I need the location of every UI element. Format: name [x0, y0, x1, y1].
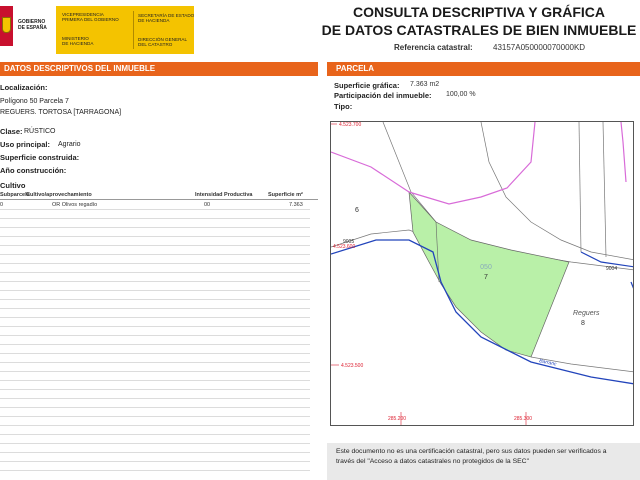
- table-rule: [0, 218, 310, 219]
- label-9005: 9005: [343, 239, 355, 245]
- gov-divider: [133, 11, 134, 49]
- table-rule: [0, 389, 310, 390]
- boundary-line-pink: [621, 122, 626, 182]
- cell-cultivo: OR Olivos regadío: [52, 202, 98, 208]
- localizacion-label: Localización:: [0, 83, 48, 92]
- superficie-construida-label: Superficie construida:: [0, 153, 80, 162]
- clase-value: RÚSTICO: [24, 128, 56, 135]
- col-cultivo: Cultivo/aprovechamiento: [26, 192, 92, 198]
- watercourse-line: [631, 282, 634, 292]
- uso-label: Uso principal:: [0, 140, 51, 149]
- reference-label: Referencia catastral:: [394, 43, 473, 52]
- label-8: 8: [581, 320, 585, 327]
- table-rule: [0, 209, 310, 210]
- target-parcel[interactable]: [409, 192, 569, 357]
- col-intensidad: Intensidad Productiva: [195, 192, 253, 198]
- table-rule: [0, 227, 310, 228]
- table-rule: [0, 443, 310, 444]
- participacion-value: 100,00 %: [446, 91, 476, 98]
- coat-of-arms-icon: [2, 17, 11, 33]
- label-9004: 9004: [606, 266, 618, 272]
- col-superficie: Superficie m²: [268, 192, 303, 198]
- reference-value: 43157A050000070000KD: [493, 43, 586, 52]
- parcel-bar: PARCELA: [327, 62, 640, 76]
- vicepresidencia-label: VICEPRESIDENCIA PRIMERA DEL GOBIERNO: [62, 12, 119, 23]
- table-rule: [0, 452, 310, 453]
- table-rule: [0, 326, 310, 327]
- descriptive-data-bar: DATOS DESCRIPTIVOS DEL INMUEBLE: [0, 62, 318, 76]
- table-rule: [0, 461, 310, 462]
- coord-mid: 4.523.600: [333, 244, 356, 250]
- map-svg: [331, 122, 634, 426]
- anio-construccion-label: Año construcción:: [0, 166, 67, 175]
- table-rule: [0, 344, 310, 345]
- direccion-label: DIRECCIÓN GENERAL DEL CATASTRO: [138, 37, 188, 48]
- table-rule: [0, 434, 310, 435]
- superficie-grafica-label: Superficie gráfica:: [334, 81, 400, 90]
- localizacion-line2: REGUERS. TORTOSA [TARRAGONA]: [0, 109, 122, 116]
- cell-superficie: 7.363: [289, 202, 303, 208]
- table-rule: [0, 398, 310, 399]
- parcel-sub: 7: [484, 274, 488, 281]
- boundary-line-pink: [409, 122, 535, 204]
- label-barranc: Barranc: [538, 358, 557, 368]
- table-rule: [0, 335, 310, 336]
- superficie-grafica-value: 7.363 m2: [410, 81, 440, 88]
- disclaimer-note: Este documento no es una certificación catastral, pero sus datos pueden ser verificados a través del "Acceso a datos catastrales no protegidos de la SEC": [327, 443, 640, 480]
- table-rule: [0, 281, 310, 282]
- col-subparcela: Subparcela: [0, 192, 30, 198]
- parcel-boundary: [603, 122, 606, 257]
- cultivo-label: Cultivo: [0, 181, 26, 190]
- cultivo-table-header: [0, 191, 318, 200]
- table-rule: [0, 254, 310, 255]
- label-reguers: Reguers: [573, 310, 600, 317]
- clase-label: Clase:: [0, 127, 23, 136]
- secretaria-label: SECRETARÍA DE ESTADO DE HACIENDA: [138, 13, 195, 24]
- table-rule: [0, 263, 310, 264]
- table-rule: [0, 470, 310, 471]
- localizacion-line1: Polígono 50 Parcela 7: [0, 98, 69, 105]
- table-rule: [0, 362, 310, 363]
- ministerio-label: MINISTERIO DE HACIENDA: [62, 36, 94, 47]
- government-logo: [0, 3, 196, 52]
- uso-value: Agrario: [58, 141, 81, 148]
- table-rule: [0, 371, 310, 372]
- table-row: [0, 201, 318, 208]
- table-rule: [0, 317, 310, 318]
- table-rule: [0, 245, 310, 246]
- coord-top: 4.523.700: [339, 122, 362, 128]
- cell-intensidad: 00: [204, 202, 211, 208]
- table-rule: [0, 416, 310, 417]
- tipo-label: Tipo:: [334, 102, 353, 111]
- coord-x2: 285.300: [514, 416, 533, 422]
- table-rule: [0, 407, 310, 408]
- parcel-number: 050: [480, 264, 492, 271]
- label-6: 6: [355, 207, 359, 214]
- gov-name: GOBIERNO DE ESPAÑA: [18, 19, 47, 31]
- table-rule: [0, 308, 310, 309]
- cell-subparcela: 0: [0, 202, 4, 208]
- coord-bottom: 4.523.500: [341, 363, 364, 369]
- table-rule: [0, 425, 310, 426]
- cadastral-map[interactable]: [330, 121, 634, 426]
- coord-x1: 285.200: [388, 416, 407, 422]
- table-rule: [0, 272, 310, 273]
- table-rule: [0, 353, 310, 354]
- parcel-boundary: [481, 122, 634, 260]
- descriptive-panel: [0, 76, 318, 480]
- table-rule: [0, 380, 310, 381]
- table-rule: [0, 290, 310, 291]
- participacion-label: Participación del inmueble:: [334, 91, 432, 100]
- table-rule: [0, 236, 310, 237]
- watercourse-line: [581, 252, 634, 267]
- document-title: CONSULTA DESCRIPTIVA Y GRÁFICA DE DATOS CATASTRALES DE BIEN INMUEBLE: [321, 4, 637, 38]
- parcel-boundary: [579, 122, 581, 252]
- table-rule: [0, 299, 310, 300]
